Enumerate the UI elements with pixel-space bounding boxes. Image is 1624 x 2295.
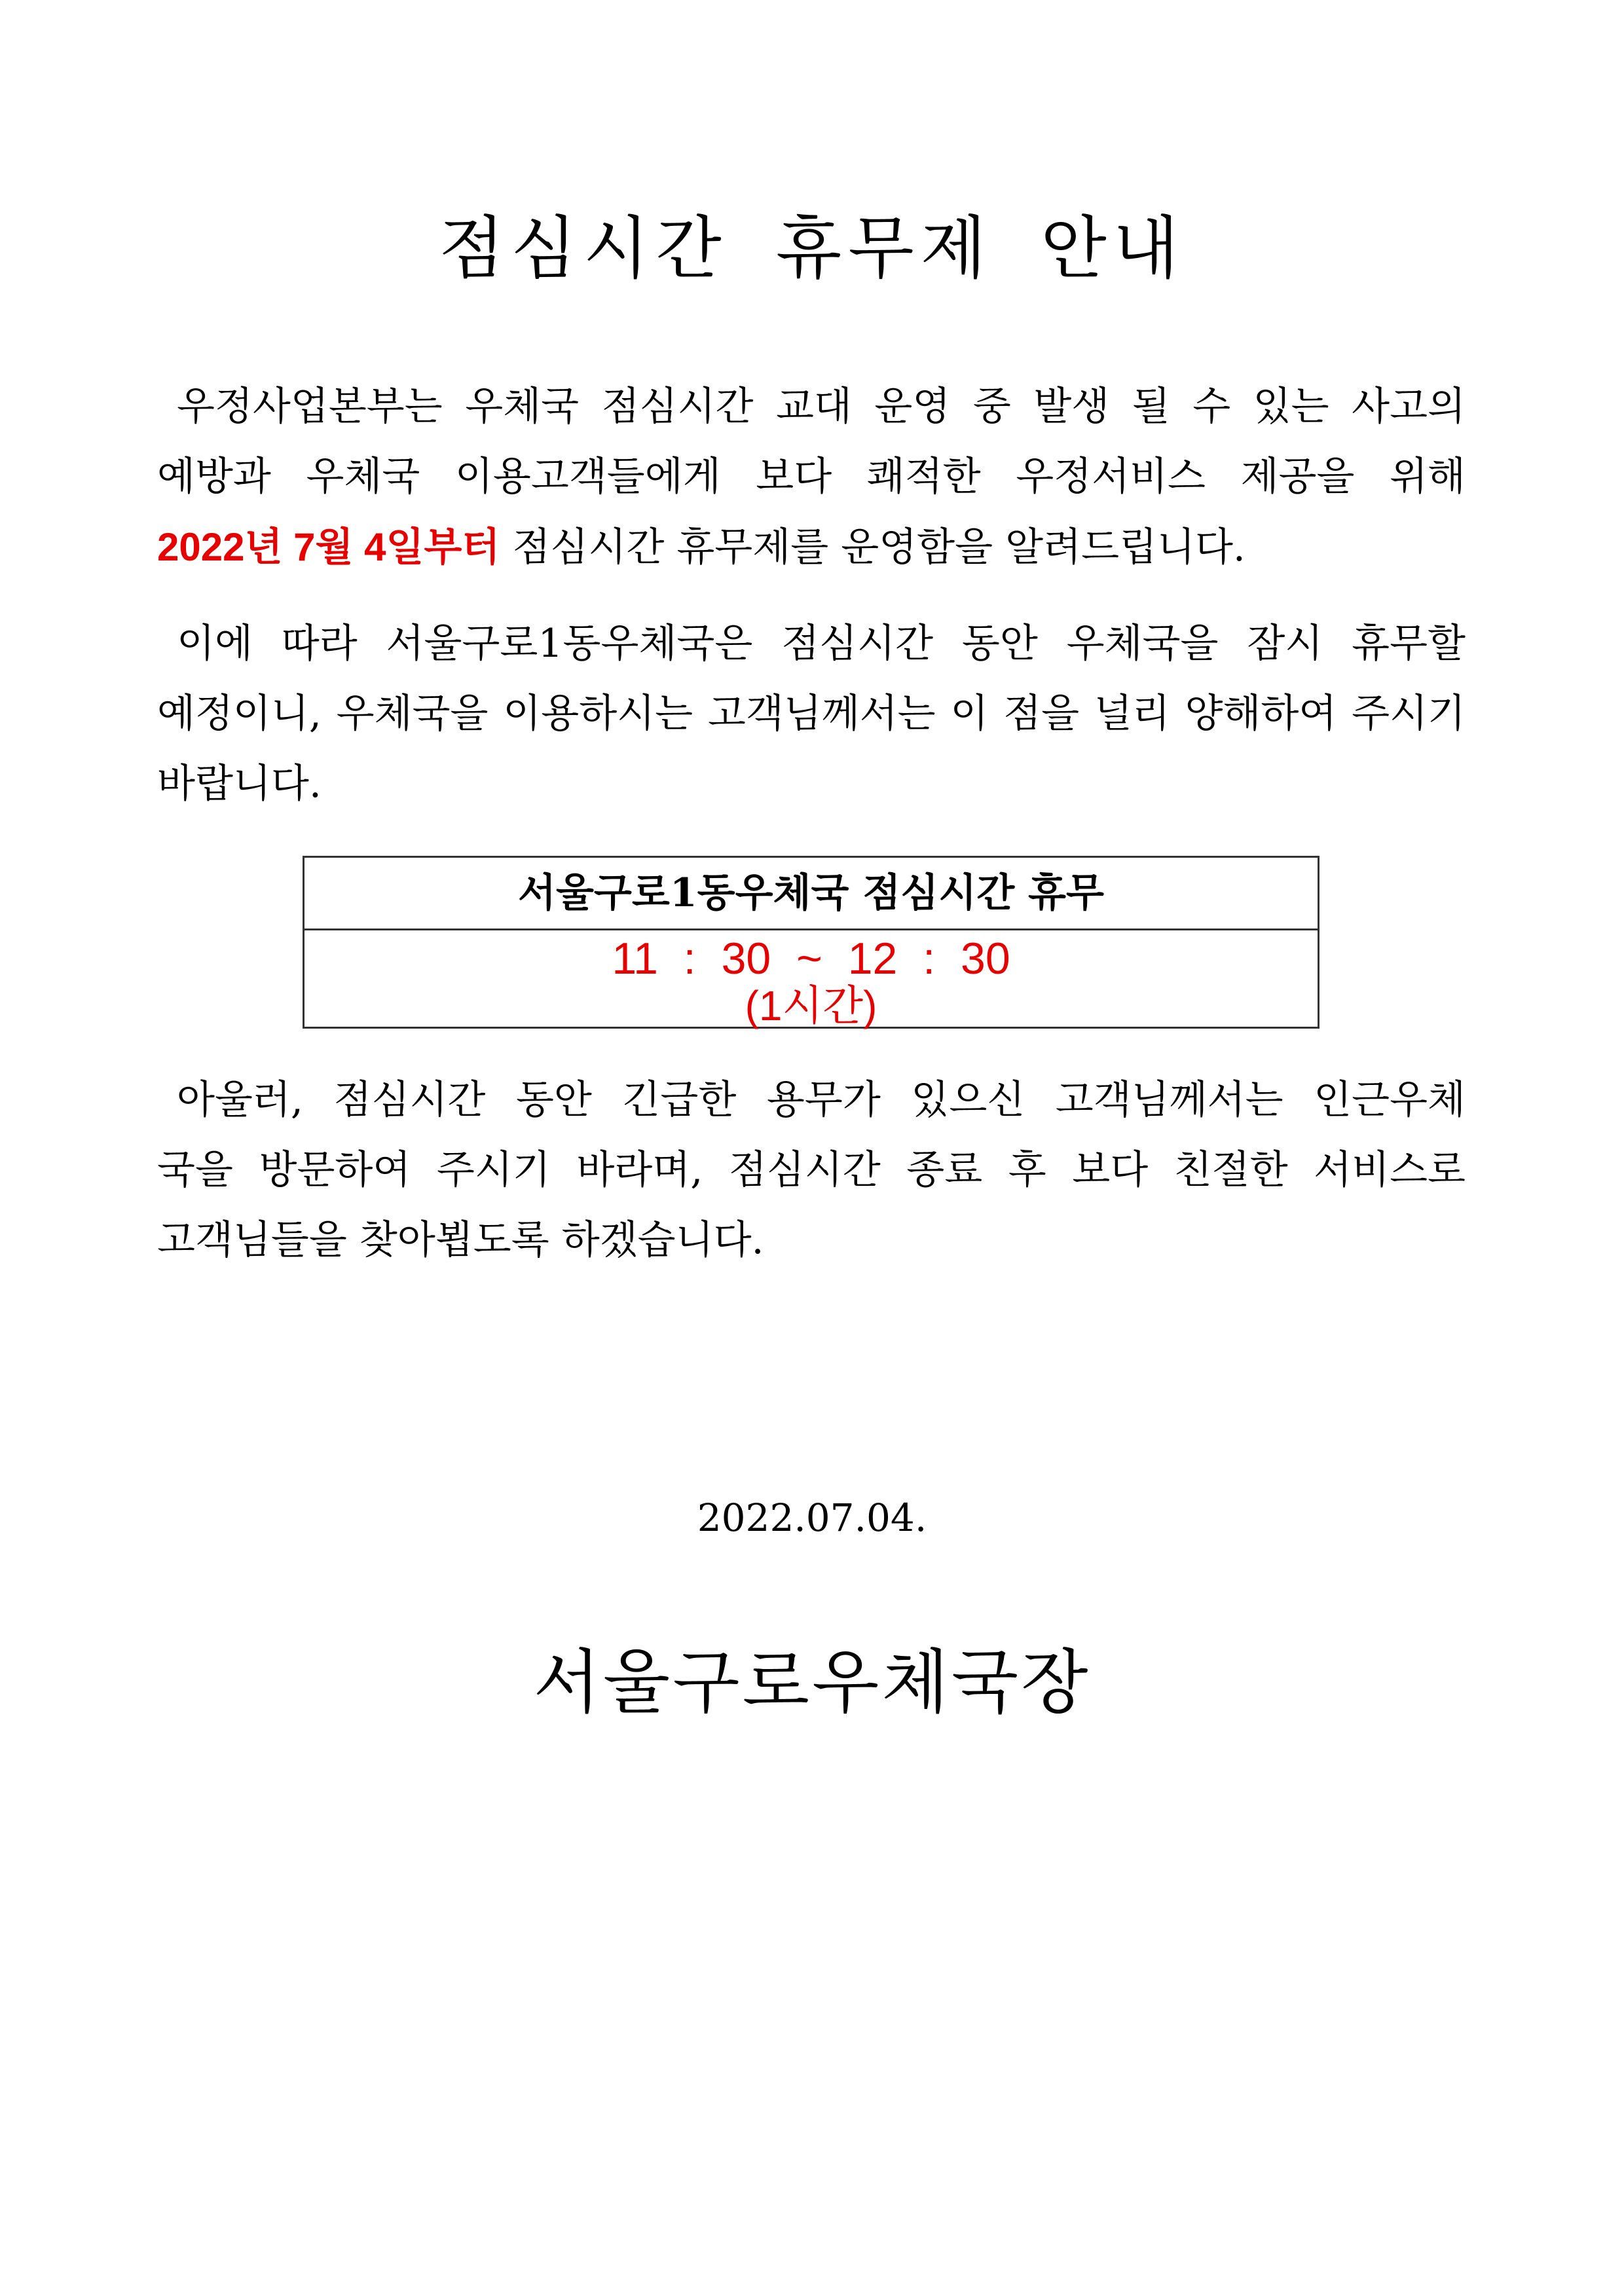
text-line-rest: 점심시간 휴무제를 운영함을 알려드립니다. <box>512 524 1246 570</box>
paragraph-closure <box>157 609 1466 819</box>
document-date: 2022.07.04. <box>697 1496 927 1540</box>
text-line: 우정사업본부는 우체국 점심시간 교대 운영 중 발생 될 수 있는 사고의 <box>177 384 1466 430</box>
paragraph-intro <box>157 372 1466 582</box>
closure-duration: (1시간) <box>745 982 877 1029</box>
document-title: 점심시간 휴무제 안내 <box>438 208 1186 288</box>
closure-time: 11 : 30 ~ 12 : 30 <box>612 934 1010 983</box>
start-date-highlight: 2022년 7월 4일부터 <box>157 525 500 569</box>
lunch-closure-table <box>303 856 1320 1029</box>
text-line: 예방과 우체국 이용고객들에게 보다 쾌적한 우정서비스 제공을 위해 <box>157 454 1466 500</box>
text-line: 국을 방문하여 주시기 바라며, 점심시간 종료 후 보다 친절한 서비스로 <box>157 1147 1466 1193</box>
text-line: 고객님들을 찾아뵙도록 하겠습니다. <box>157 1217 764 1263</box>
table-body <box>304 930 1318 1027</box>
signature-issuer: 서울구로우체국장 <box>533 1642 1091 1723</box>
paragraph-alternative <box>157 1065 1466 1276</box>
text-line: 예정이니, 우체국을 이용하시는 고객님께서는 이 점을 널리 양해하여 주시기 <box>157 691 1466 737</box>
text-line: 이에 따라 서울구로1동우체국은 점심시간 동안 우체국을 잠시 휴무할 <box>177 621 1466 667</box>
table-header: 서울구로1동우체국 점심시간 휴무 <box>304 858 1318 930</box>
text-line: 바랍니다. <box>157 761 322 807</box>
text-line: 아울러, 점심시간 동안 긴급한 용무가 있으신 고객님께서는 인근우체 <box>177 1077 1466 1123</box>
text-line <box>157 512 1466 582</box>
